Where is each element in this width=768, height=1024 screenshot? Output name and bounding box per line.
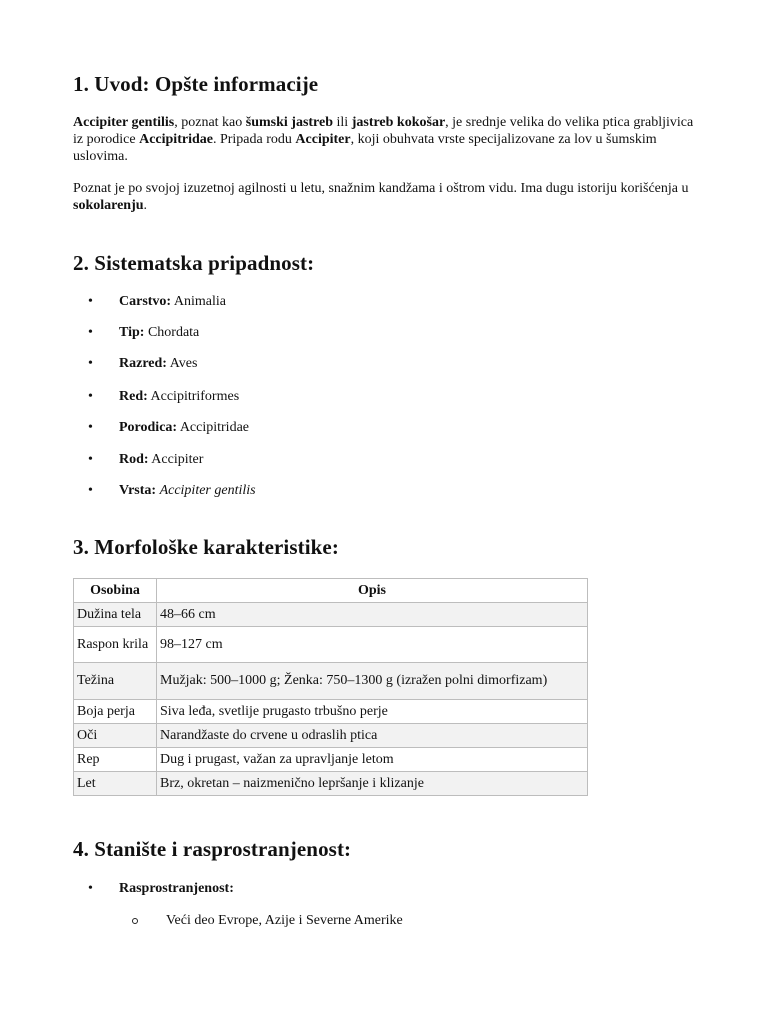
bullet-dot: • <box>88 420 93 435</box>
text-run: , poznat kao <box>174 115 246 130</box>
text-run: Accipitridae <box>139 132 213 147</box>
text-run: sokolarenju <box>73 198 144 213</box>
bullet-dot: • <box>88 881 93 896</box>
taxonomy-value: Chordata <box>147 325 200 340</box>
taxonomy-text <box>119 419 249 436</box>
text-run: Poznat je po svojoj izuzetnoj agilnosti u letu, snažnim kandžama i oštrom vidu. Ima dugu istoriju korišćenja u <box>73 181 689 196</box>
table-cell-osobina: Let <box>74 772 157 796</box>
table-cell-opis: Dug i prugast, važan za upravljanje letom <box>157 748 588 772</box>
text-run: ili <box>333 115 352 130</box>
text-run: , koji obuhvata vrste specijalizovane za lov u šumskim uslovima. <box>73 132 657 164</box>
taxonomy-value: Accipitridae <box>179 420 249 435</box>
table-cell-osobina: Rep <box>74 748 157 772</box>
section-title-morfoloske: 3. Morfološke karakteristike: <box>73 535 339 559</box>
distribution-label: Rasprostranjenost: <box>119 881 234 896</box>
table-row <box>74 772 588 796</box>
taxonomy-text <box>119 451 203 468</box>
section-title-sistematska: 2. Sistematska pripadnost: <box>73 251 315 275</box>
taxonomy-text <box>119 482 256 499</box>
table-cell-opis: Narandžaste do crvene u odraslih ptica <box>157 724 588 748</box>
bullet-dot: • <box>88 294 93 309</box>
table-cell-opis: Mužjak: 500–1000 g; Ženka: 750–1300 g (izražen polni dimorfizam) <box>157 663 588 700</box>
table-cell-opis: Brz, okretan – naizmenično lepršanje i klizanje <box>157 772 588 796</box>
taxonomy-value: Aves <box>169 356 198 371</box>
table-row <box>74 627 588 663</box>
taxonomy-label: Red: <box>119 389 148 404</box>
text-run: jastreb kokošar <box>351 115 446 130</box>
table-cell-opis: Siva leđa, svetlije prugasto trbušno perje <box>157 700 588 724</box>
table-row <box>74 603 588 627</box>
table-header-opis: Opis <box>157 579 588 603</box>
bullet-dot: • <box>88 483 93 498</box>
bullet-dot: • <box>88 452 93 467</box>
taxonomy-text <box>119 324 199 341</box>
table-cell-opis: 48–66 cm <box>157 603 588 627</box>
sub-bullet-circle-icon <box>132 918 138 924</box>
taxonomy-label: Porodica: <box>119 420 178 435</box>
text-run: Accipiter <box>295 132 351 147</box>
taxonomy-value: Accipiter gentilis <box>159 483 256 498</box>
section-title-uvod: 1. Uvod: Opšte informacije <box>73 72 319 96</box>
text-run: . Pripada rodu <box>212 132 296 147</box>
taxonomy-label: Vrsta: <box>119 483 157 498</box>
intro-paragraph-2 <box>73 180 698 214</box>
taxonomy-text <box>119 388 239 405</box>
table-row <box>74 748 588 772</box>
taxonomy-value: Accipitriformes <box>150 389 240 404</box>
table-cell-osobina: Težina <box>74 663 157 700</box>
taxonomy-text <box>119 293 226 310</box>
table-row <box>74 663 588 700</box>
table-cell-opis: 98–127 cm <box>157 627 588 663</box>
table-header-osobina: Osobina <box>74 579 157 603</box>
text-run: šumski jastreb <box>245 115 334 130</box>
table-cell-osobina: Dužina tela <box>74 603 157 627</box>
taxonomy-value: Accipiter <box>151 452 204 467</box>
morphology-table <box>73 578 588 796</box>
taxonomy-label: Razred: <box>119 356 167 371</box>
table-header-row <box>74 579 588 603</box>
taxonomy-label: Rod: <box>119 452 149 467</box>
taxonomy-value: Animalia <box>173 294 226 309</box>
distribution-sub-item: Veći deo Evrope, Azije i Severne Amerike <box>166 913 403 928</box>
section-title-staniste: 4. Stanište i rasprostranjenost: <box>73 837 352 861</box>
table-row <box>74 700 588 724</box>
bullet-dot: • <box>88 389 93 404</box>
bullet-dot: • <box>88 356 93 371</box>
taxonomy-text <box>119 355 197 372</box>
text-run: . <box>143 198 148 213</box>
text-run: Accipiter gentilis <box>73 115 175 130</box>
bullet-dot: • <box>88 325 93 340</box>
taxonomy-label: Tip: <box>119 325 145 340</box>
intro-paragraph-1 <box>73 114 698 165</box>
text-run: , je srednje velika do velika ptica grabljivica iz porodice <box>73 115 694 147</box>
taxonomy-label: Carstvo: <box>119 294 172 309</box>
table-cell-osobina: Raspon krila <box>74 627 157 663</box>
table-row <box>74 724 588 748</box>
table-cell-osobina: Boja perja <box>74 700 157 724</box>
table-cell-osobina: Oči <box>74 724 157 748</box>
